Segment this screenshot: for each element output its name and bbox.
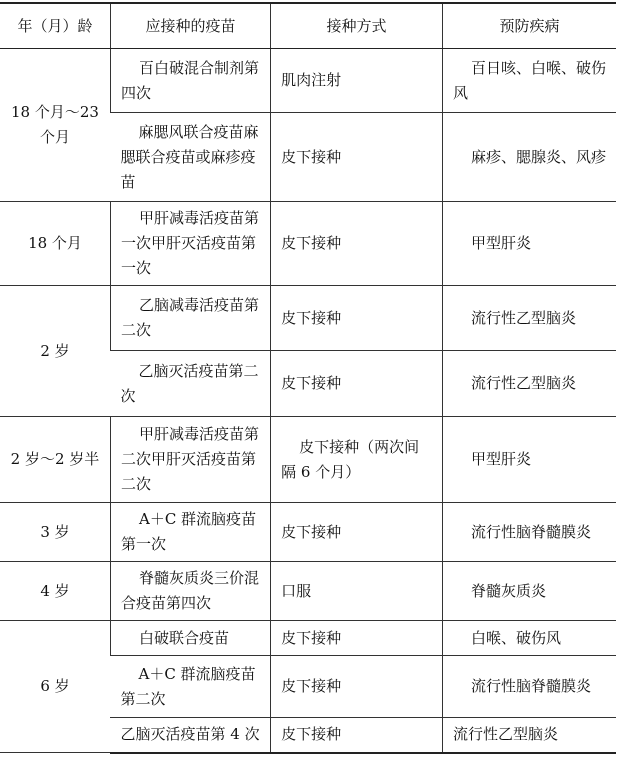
age-cell: 2 岁 bbox=[0, 286, 110, 417]
disease-cell: 流行性乙型脑炎 bbox=[442, 286, 616, 351]
table-row bbox=[0, 202, 616, 286]
method-cell: 皮下接种 bbox=[271, 113, 443, 202]
method-cell: 皮下接种 bbox=[271, 202, 443, 286]
method-cell: 皮下接种 bbox=[271, 656, 443, 718]
vaccine-cell: 甲肝减毒活疫苗第一次甲肝灭活疫苗第一次 bbox=[110, 202, 270, 286]
disease-cell: 百日咳、白喉、破伤风 bbox=[442, 49, 616, 113]
vaccine-cell: 乙脑灭活疫苗第二次 bbox=[110, 351, 270, 417]
vaccine-cell: 乙脑减毒活疫苗第二次 bbox=[110, 286, 270, 351]
header-age: 年（月）龄 bbox=[0, 3, 110, 49]
age-cell: 18 个月 bbox=[0, 202, 110, 286]
disease-cell: 流行性乙型脑炎 bbox=[442, 718, 616, 753]
disease-cell: 流行性乙型脑炎 bbox=[442, 351, 616, 417]
age-cell: 18 个月～23 个月 bbox=[0, 49, 110, 202]
method-cell: 皮下接种（两次间隔 6 个月） bbox=[271, 417, 443, 503]
vaccine-cell: 脊髓灰质炎三价混合疫苗第四次 bbox=[110, 562, 270, 621]
vaccine-cell: 白破联合疫苗 bbox=[110, 621, 270, 656]
method-cell: 皮下接种 bbox=[271, 621, 443, 656]
method-cell: 皮下接种 bbox=[271, 503, 443, 562]
vaccine-cell: A＋C 群流脑疫苗第二次 bbox=[110, 656, 270, 718]
age-cell: 2 岁～2 岁半 bbox=[0, 417, 110, 503]
method-cell: 皮下接种 bbox=[271, 286, 443, 351]
disease-cell: 甲型肝炎 bbox=[442, 202, 616, 286]
table-row bbox=[0, 621, 616, 656]
header-vaccine: 应接种的疫苗 bbox=[110, 3, 270, 49]
table-header-row bbox=[0, 3, 616, 49]
vaccine-cell: 麻腮风联合疫苗麻腮联合疫苗或麻疹疫苗 bbox=[110, 113, 270, 202]
vaccine-schedule-table bbox=[0, 2, 616, 754]
disease-cell: 甲型肝炎 bbox=[442, 417, 616, 503]
disease-cell: 流行性脑脊髓膜炎 bbox=[442, 656, 616, 718]
vaccine-cell: A＋C 群流脑疫苗第一次 bbox=[110, 503, 270, 562]
method-cell: 口服 bbox=[271, 562, 443, 621]
header-method: 接种方式 bbox=[271, 3, 443, 49]
table-row bbox=[0, 417, 616, 503]
header-disease: 预防疾病 bbox=[442, 3, 616, 49]
age-cell: 3 岁 bbox=[0, 503, 110, 562]
table-row bbox=[0, 562, 616, 621]
vaccine-cell: 甲肝减毒活疫苗第二次甲肝灭活疫苗第二次 bbox=[110, 417, 270, 503]
disease-cell: 麻疹、腮腺炎、风疹 bbox=[442, 113, 616, 202]
method-cell: 肌肉注射 bbox=[271, 49, 443, 113]
table-row bbox=[0, 286, 616, 351]
disease-cell: 脊髓灰质炎 bbox=[442, 562, 616, 621]
age-cell: 6 岁 bbox=[0, 621, 110, 753]
method-cell: 皮下接种 bbox=[271, 351, 443, 417]
method-cell: 皮下接种 bbox=[271, 718, 443, 753]
vaccine-cell: 百白破混合制剂第四次 bbox=[110, 49, 270, 113]
disease-cell: 流行性脑脊髓膜炎 bbox=[442, 503, 616, 562]
table-row bbox=[0, 49, 616, 113]
vaccine-schedule-page bbox=[0, 2, 620, 754]
vaccine-cell: 乙脑灭活疫苗第 4 次 bbox=[110, 718, 270, 753]
table-row bbox=[0, 503, 616, 562]
disease-cell: 白喉、破伤风 bbox=[442, 621, 616, 656]
age-cell: 4 岁 bbox=[0, 562, 110, 621]
